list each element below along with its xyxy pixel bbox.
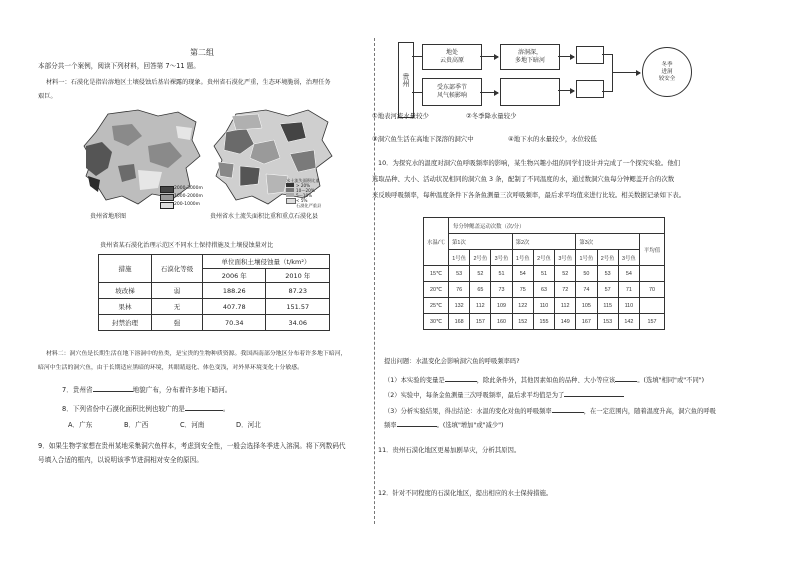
sub-q2-text: （2）实验中，每条金鱼测量三次呼吸频率，最后求平均值是为了 xyxy=(384,392,565,399)
fish-header: 3号鱼 xyxy=(491,250,512,266)
q8-answer-blank[interactable] xyxy=(185,410,223,411)
cell-value: 160 xyxy=(491,314,512,330)
cell-value: 63 xyxy=(533,282,554,298)
fish-header: 3号鱼 xyxy=(618,250,639,266)
sub-q2-blank[interactable] xyxy=(564,396,624,397)
cell-value: 75 xyxy=(512,282,533,298)
cell-value: 110 xyxy=(533,298,554,314)
cell-measure: 封禁治理 xyxy=(99,315,152,331)
cell-value: 53 xyxy=(449,266,470,282)
q7-text-a: 7．贵州省 xyxy=(62,386,93,394)
connector xyxy=(602,54,613,92)
sub-q3-text-d: 。(选填"增加"或"减少") xyxy=(436,422,504,429)
sub-q1-text-c: 。(选填"相同"或"不同") xyxy=(637,377,705,384)
cell-value: 168 xyxy=(449,314,470,330)
flow-box-monsoon: 受东部季节 风气候影响 xyxy=(422,78,482,106)
cell-value: 115 xyxy=(597,298,618,314)
legend-label: < 5% xyxy=(296,198,308,203)
column-divider xyxy=(374,38,375,524)
cell-level: 无 xyxy=(152,299,203,315)
result-circle: 冬季 进洞 较安全 xyxy=(642,47,692,97)
legend-label: 10～20% xyxy=(296,188,315,193)
connector xyxy=(412,56,422,57)
flow-box-caves[interactable]: 溶洞深， 多地下暗河 xyxy=(500,44,560,70)
cell-value: 74 xyxy=(576,282,597,298)
cell-value: 54 xyxy=(618,266,639,282)
sub-q3 xyxy=(384,407,716,416)
avg-header: 平均值 xyxy=(640,234,665,266)
col-header-measure: 措施 xyxy=(99,255,152,283)
fish-header: 3号鱼 xyxy=(555,250,576,266)
cell-2010: 34.06 xyxy=(266,315,330,331)
material1-line1: 材料一：石漠化是指岩溶地区土壤侵蚀后基岩裸露的现象。贵州省石漠化严重，生态环境脆弱，治理任务 xyxy=(46,79,331,86)
breathing-rate-table xyxy=(423,217,665,330)
q8-option-b[interactable]: B．广西 xyxy=(124,421,149,429)
connector xyxy=(412,92,422,93)
table-row xyxy=(424,314,665,330)
cell-value: 142 xyxy=(618,314,639,330)
arrow xyxy=(480,92,498,93)
arrow xyxy=(612,72,640,73)
arrow xyxy=(480,56,498,57)
flow-blank-box[interactable] xyxy=(576,46,604,64)
cell-value: 109 xyxy=(491,298,512,314)
cell-value: 112 xyxy=(470,298,491,314)
fish-header: 2号鱼 xyxy=(533,250,554,266)
fish-header: 2号鱼 xyxy=(470,250,491,266)
sub-q1-blank-2[interactable] xyxy=(615,381,637,382)
cell-measure: 坡改梯 xyxy=(99,283,152,299)
sub-q3-blank-2[interactable] xyxy=(397,426,437,427)
cell-temp: 25℃ xyxy=(424,298,449,314)
cell-value: 152 xyxy=(512,314,533,330)
sub-q1-blank-1[interactable] xyxy=(445,381,477,382)
material2-line1: 材料二：洞穴鱼是长期生活在地下溶洞中的鱼类，是宝贵的生物种质资源。我国西南部分地区分布着许多地下暗河， xyxy=(46,351,347,357)
q7 xyxy=(62,386,231,395)
map1-caption: 贵州省地形图 xyxy=(90,213,127,220)
table-top-header: 每分钟鳃盖运动次数（次/分） xyxy=(449,218,665,234)
sub-q2 xyxy=(384,391,624,400)
province-box: 贵州 xyxy=(398,42,414,118)
round-header: 第2次 xyxy=(512,234,576,250)
cell-value: 52 xyxy=(470,266,491,282)
q8-text: 8．下列省份中石漠化面积比例也较广的是 xyxy=(62,405,185,413)
sub-q3-text-b: ，在一定范围内，随着温度升高，洞穴鱼的呼吸 xyxy=(583,408,716,415)
cell-value: 157 xyxy=(470,314,491,330)
cell-value: 53 xyxy=(597,266,618,282)
q8-option-d[interactable]: D．河北 xyxy=(236,421,261,429)
cell-value: 167 xyxy=(576,314,597,330)
flow-blank-box[interactable] xyxy=(500,78,560,106)
cell-2006: 70.34 xyxy=(203,315,266,331)
cell-value: 57 xyxy=(597,282,618,298)
table-row xyxy=(99,315,330,331)
cell-value: 73 xyxy=(491,282,512,298)
cell-value: 132 xyxy=(449,298,470,314)
cell-level: 强 xyxy=(152,315,203,331)
cell-value: 112 xyxy=(555,298,576,314)
map2-caption: 贵州省水土流失面积比重和重点石漠化县 xyxy=(210,213,319,220)
legend-label: 200-1000m xyxy=(174,202,201,207)
cell-value: 155 xyxy=(533,314,554,330)
group-heading: 第二组 xyxy=(190,48,214,57)
cell-extra xyxy=(640,298,665,314)
cell-value: 72 xyxy=(555,282,576,298)
table-row xyxy=(424,282,665,298)
sub-q3-cont xyxy=(384,421,503,430)
flow-box-plateau: 地处 云贵高原 xyxy=(422,44,482,70)
cell-extra: 70 xyxy=(640,282,665,298)
col-header-temp: 水温/℃ xyxy=(424,218,449,266)
q7-text-b: 地貌广布，分布着许多地下暗河。 xyxy=(132,386,232,394)
cell-measure: 果林 xyxy=(99,299,152,315)
cell-value: 110 xyxy=(618,298,639,314)
cell-2010: 151.57 xyxy=(266,299,330,315)
cell-value: 71 xyxy=(618,282,639,298)
cell-value: 52 xyxy=(555,266,576,282)
q8-text-end: 。 xyxy=(222,405,230,413)
fish-header: 1号鱼 xyxy=(512,250,533,266)
option-3: ③洞穴鱼生活在高地下深溶的洞穴中 xyxy=(372,135,474,143)
erosion-table xyxy=(98,254,330,331)
cell-temp: 20℃ xyxy=(424,282,449,298)
cell-value: 50 xyxy=(576,266,597,282)
arrow xyxy=(558,90,574,91)
q8-option-c[interactable]: C．河南 xyxy=(180,421,205,429)
cell-level: 弱 xyxy=(152,283,203,299)
soil-erosion-map xyxy=(210,104,338,212)
intro-text: 本部分共一个案例，阅读下列材料，回答第 7～11 题。 xyxy=(38,62,200,70)
q8 xyxy=(62,405,229,414)
round-header: 第3次 xyxy=(576,234,640,250)
q10-line3: 来反映呼吸频率，每种温度条件下各条鱼测量三次呼吸频率，最后求平均值来进行比较。相关数据记录如下表。 xyxy=(372,191,686,199)
arrow xyxy=(558,56,574,57)
table-row xyxy=(99,299,330,315)
cell-value: 54 xyxy=(512,266,533,282)
cell-value: 65 xyxy=(470,282,491,298)
q9-line2: 号填入合适的框内，以说明该季节进洞相对安全的原因。 xyxy=(38,456,203,464)
option-4: ④地下水的水量较少，水位较低 xyxy=(508,135,597,143)
table-row xyxy=(99,283,330,299)
fish-header: 1号鱼 xyxy=(576,250,597,266)
q10-line1: 10．为探究水的温度对洞穴鱼呼吸频率的影响，某生物兴趣小组的同学们设计并完成了一个探究实验。他们 xyxy=(378,159,681,167)
raise-question: 提出问题：水温变化会影响洞穴鱼的呼吸频率吗? xyxy=(384,358,520,365)
cell-value: 153 xyxy=(597,314,618,330)
col-header-2010: 2010 年 xyxy=(266,269,330,283)
cell-temp: 30℃ xyxy=(424,314,449,330)
cell-2010: 87.23 xyxy=(266,283,330,299)
legend-label: 石漠化严重县 xyxy=(296,203,322,208)
q12: 12．针对不同程度的石漠化地区，提出相应的水土保持措施。 xyxy=(378,489,553,497)
sub-q3-blank-1[interactable] xyxy=(552,412,584,413)
col-header-level: 石漠化等级 xyxy=(152,255,203,283)
table-row xyxy=(424,266,665,282)
q7-answer-blank[interactable] xyxy=(93,391,133,392)
col-header-2006: 2006 年 xyxy=(203,269,266,283)
q10-line2: 选取品种、大小、活动状况相同的洞穴鱼 3 条，配制了不同温度的水，通过数洞穴鱼每分钟鳃盖开合的次数 xyxy=(372,175,675,183)
sub-q1-text-a: （1）本实验的变量是 xyxy=(384,377,445,384)
cell-2006: 407.78 xyxy=(203,299,266,315)
cell-value: 76 xyxy=(449,282,470,298)
cell-value: 51 xyxy=(533,266,554,282)
sub-q3-text-c: 频率 xyxy=(384,422,397,429)
col-header-erosion: 单位面积土壤侵蚀量（t/km²） xyxy=(203,255,330,269)
q8-option-a[interactable]: A．广东 xyxy=(68,421,93,429)
legend-label: 1000-2000m xyxy=(174,194,203,199)
cell-temp: 15℃ xyxy=(424,266,449,282)
option-2: ②冬季降水量较少 xyxy=(466,112,517,120)
option-1: ①地表河流水量较少 xyxy=(372,112,429,120)
cell-extra xyxy=(640,266,665,282)
cell-value: 122 xyxy=(512,298,533,314)
cell-2006: 188.26 xyxy=(203,283,266,299)
sub-q1-text-b: ，除此条件外，其他因素如鱼的品种、大小等应该 xyxy=(476,377,616,384)
sub-q1 xyxy=(384,376,704,385)
round-header: 第1次 xyxy=(449,234,513,250)
material1-line2: 艰巨。 xyxy=(38,93,57,100)
legend-title: 水土流失面积比重 xyxy=(286,178,320,183)
fish-header: 2号鱼 xyxy=(597,250,618,266)
table-title: 贵州省某石漠化治理示范区不同水土保持措施及土壤侵蚀量对比 xyxy=(100,242,274,249)
flow-blank-box[interactable] xyxy=(576,80,604,98)
sub-q3-text-a: （3）分析实验结果，得出结论：水温的变化对鱼的呼吸频率 xyxy=(384,408,552,415)
legend-label: 2000-3000m xyxy=(174,186,203,191)
q11: 11．贵州石漠化地区更易加剧旱灾，分析其原因。 xyxy=(378,446,521,454)
table-row xyxy=(424,298,665,314)
material2-line2: 暗河中生活的洞穴鱼，由于长期适应黑暗的环境，其眼睛退化、体色变浅，对外界环境变化十分敏感。 xyxy=(38,365,304,371)
fish-header: 1号鱼 xyxy=(449,250,470,266)
legend-label: 5～10% xyxy=(296,193,313,198)
q9-line1: 9．如果生物学家想在贵州某地采集洞穴鱼样本，考虑到安全性，一般会选择冬季进入溶洞。将下列数码代 xyxy=(38,442,346,450)
cell-value: 149 xyxy=(555,314,576,330)
legend-label: > 20% xyxy=(296,183,311,188)
cell-value: 105 xyxy=(576,298,597,314)
cell-value: 51 xyxy=(491,266,512,282)
cell-extra: 157 xyxy=(640,314,665,330)
